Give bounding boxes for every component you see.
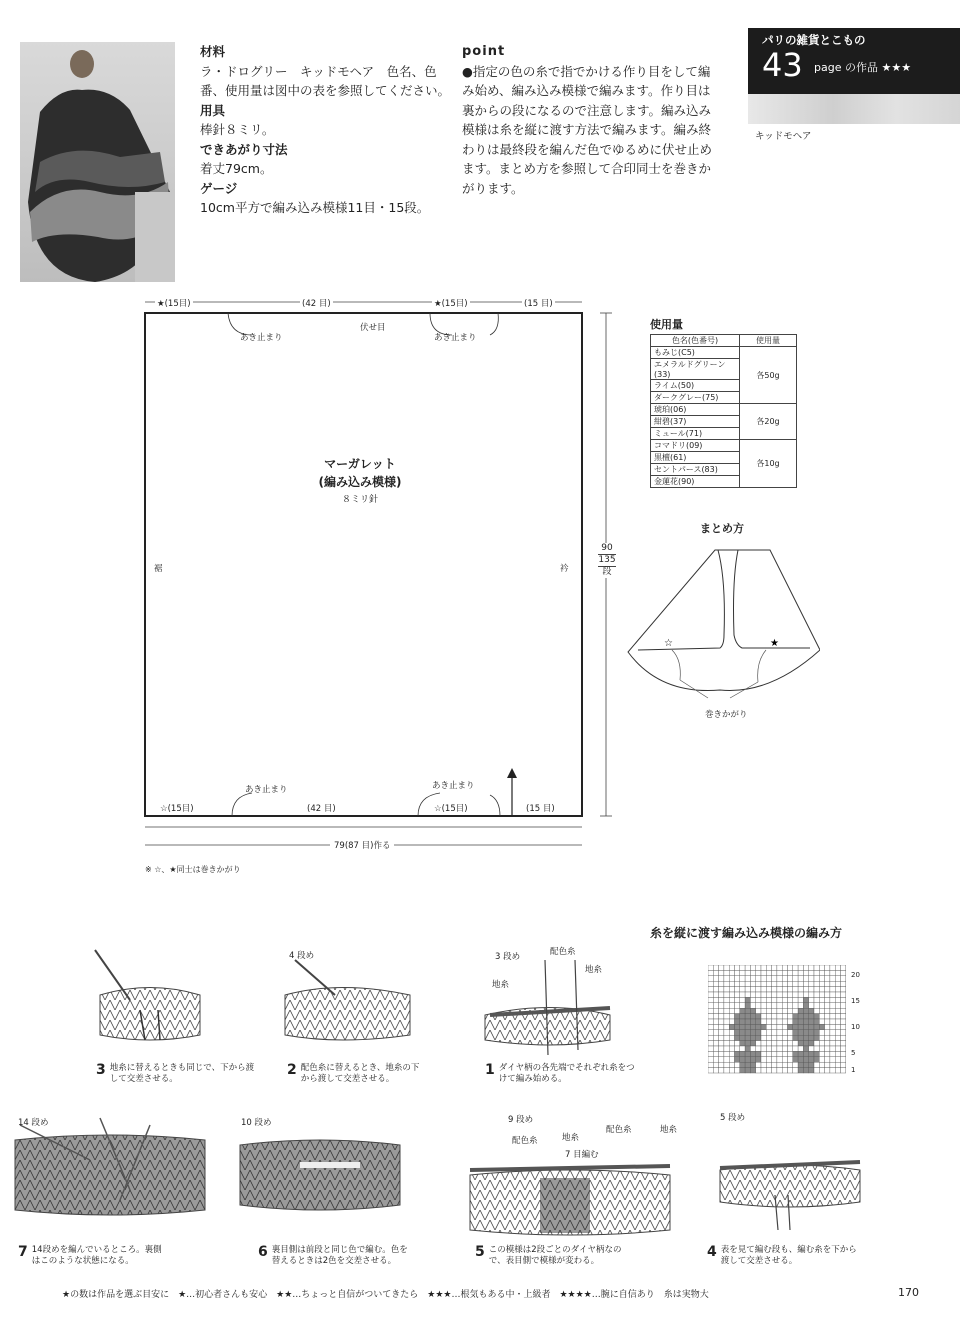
height-unit: 段 (602, 567, 612, 577)
chart-tick: 5 (851, 1049, 856, 1057)
top-42: (42 目) (302, 299, 331, 309)
point-heading: point (462, 44, 506, 59)
bottom-15: (15 目) (526, 804, 555, 814)
usage-row: 黒檀(61) (651, 452, 740, 464)
materials-text: ラ・ドログリー キッドモヘア 色名、色番、使用量は図中の表を参照してください。 (200, 63, 451, 98)
usage-row: 金蓮花(90) (651, 476, 740, 488)
usage-col-name: 色名(色番号) (651, 335, 740, 347)
step-7-row: 14 段め (18, 1118, 49, 1128)
step-5-row: 9 段め (508, 1115, 534, 1125)
step-7-text: 14段めを編んでいるところ。裏側はこのような状態になる。 (31, 1245, 162, 1266)
step-3 (96, 1063, 256, 1085)
step-4 (707, 1245, 857, 1267)
step-5-number: 5 (475, 1244, 485, 1260)
step-6-row: 10 段め (241, 1118, 272, 1128)
step-6-number: 6 (258, 1244, 268, 1260)
step-4-row: 5 段め (720, 1113, 746, 1123)
svg-text:☆: ☆ (664, 638, 673, 649)
opening-stop-top-left: あき止まり (240, 333, 283, 343)
step-6 (258, 1245, 408, 1267)
bottom-star-15-left: ☆(15目) (160, 804, 194, 814)
step-illustrations (0, 940, 960, 1250)
step-5-label-d: 地糸 (660, 1125, 678, 1135)
collar-label: 衿 (560, 564, 569, 574)
hem-label: 裾 (154, 564, 163, 574)
usage-row: 琥珀(06) (651, 404, 740, 416)
step-1-row: 3 段め (495, 952, 521, 962)
opening-stop-top-right: あき止まり (434, 333, 477, 343)
height-dimension (598, 543, 616, 578)
step-5 (475, 1245, 625, 1267)
gauge-text: 10cm平方で編み込み模様11目・15段。 (200, 200, 430, 215)
step-4-figure (720, 1162, 860, 1230)
step-7-number: 7 (18, 1244, 28, 1260)
chart-tick: 20 (851, 971, 860, 979)
page-number: 170 (898, 1286, 919, 1299)
step-1-label-a: 配色糸 (550, 947, 576, 957)
chart-tick: 15 (851, 997, 860, 1005)
difficulty-legend: ★の数は作品を選ぶ目安に ★…初心者さんも安心 ★★…ちょっと自信がついてきたら ★★★…根気もある中・上級者 ★★★★…腕に自信あり 糸は実物大 (62, 1290, 709, 1300)
diagram-subtitle: (編み込み模様) (318, 475, 402, 489)
usage-row: コマドリ(09) (651, 440, 740, 452)
usage-amount-20: 各20g (740, 404, 797, 440)
series-title: パリの雑貨とこもの (762, 33, 866, 47)
point-text: ●指定の色の糸で指でかける作り目をして編み始め、編み込み模様で編みます。作り目は裏からの段になるので注意します。編み込み模様は糸を縦に渡す方法で編みます。編み終わりは最終段を編んだ色でゆるめに伏せ止めます。まとめ方を参照して合印同士を巻きかがります。 (462, 63, 713, 196)
step-6-text: 裏目側は前段と同じ色で編む。色を替えるときは2色を交差させる。 (271, 1245, 408, 1266)
step-5-label-a: 配色糸 (512, 1136, 538, 1146)
usage-row: 紺碧(37) (651, 416, 740, 428)
usage-title: 使用量 (650, 318, 683, 331)
step-3-number: 3 (96, 1062, 106, 1078)
materials-heading: 材料 (200, 44, 226, 59)
svg-text:★: ★ (770, 638, 779, 649)
assembly-title: まとめ方 (700, 522, 744, 535)
diagram-title-block (290, 455, 430, 509)
usage-col-amount: 使用量 (740, 335, 797, 347)
size-text: 着丈79cm。 (200, 161, 273, 176)
opening-stop-bottom-left: あき止まり (245, 785, 288, 795)
step-7-figure (15, 1118, 205, 1215)
step-6-figure (240, 1140, 400, 1210)
step-5-label-b: 地糸 (562, 1133, 580, 1143)
usage-row: もみじ(C5) (651, 347, 740, 359)
step-1-label-b: 地糸 (585, 965, 603, 975)
step-3-figure (95, 950, 200, 1040)
tools-heading: 用具 (200, 102, 226, 118)
step-2-row: 4 段め (289, 951, 315, 961)
step-1-number: 1 (485, 1062, 495, 1078)
step-2 (287, 1063, 427, 1085)
step-5-figure (470, 1166, 670, 1235)
whip-stitch-label: 巻きかがり (705, 710, 748, 720)
gauge-heading: ゲージ (200, 180, 238, 196)
bottom-star-15-right: ☆(15目) (434, 804, 468, 814)
bottom-42: (42 目) (307, 804, 336, 814)
yarn-label: キッドモヘア (755, 131, 812, 142)
usage-row: ミュール(71) (651, 428, 740, 440)
step-7 (18, 1245, 168, 1267)
chart-tick: 10 (851, 1023, 860, 1031)
step-5-label-c: 配色糸 (606, 1125, 632, 1135)
usage-row: エメラルドグリーン(33) (651, 359, 740, 380)
tools-text: 棒針８ミリ。 (200, 122, 275, 137)
usage-table (650, 334, 797, 488)
chart-tick: 1 (851, 1066, 856, 1074)
usage-amount-50: 各50g (740, 347, 797, 404)
usage-row: セントパース(83) (651, 464, 740, 476)
step-5-text: この模様は2段ごとのダイヤ柄なので、表目側で模様が変わる。 (488, 1245, 622, 1266)
step-2-figure (285, 960, 410, 1040)
height-cm: 90 (601, 543, 613, 553)
step-4-text: 表を見て編む段も、編む糸を下から渡して交差させる。 (720, 1245, 857, 1266)
whip-stitch-note: ※ ☆、★同士は巻きかがり (145, 865, 241, 874)
usage-row: ライム(50) (651, 380, 740, 392)
step-4-number: 4 (707, 1244, 717, 1260)
step-3-text: 地糸に替えるときも同じで、下から渡して交差させる。 (109, 1063, 255, 1084)
size-heading: できあがり寸法 (200, 141, 288, 157)
opening-stop-bottom-right: あき止まり (432, 781, 475, 791)
width-dimension: 79(87 目)作る (330, 839, 394, 851)
step-2-number: 2 (287, 1062, 297, 1078)
diagram-title: マーガレット (324, 457, 396, 471)
step-1-text: ダイヤ柄の各先端でそれぞれ糸をつけて編み始める。 (498, 1063, 635, 1084)
top-star-15-left: ★(15目) (157, 299, 191, 309)
page-ref-suffix: page の作品 ★★★ (814, 61, 912, 74)
howto-title: 糸を縦に渡す編み込み模様の編み方 (650, 926, 843, 940)
step-5-label-e: 7 目編む (565, 1150, 599, 1160)
step-1 (485, 1063, 635, 1085)
usage-amount-10: 各10g (740, 440, 797, 488)
step-2-text: 配色糸に替えるとき、地糸の下から渡して交差させる。 (300, 1063, 420, 1084)
step-1-label-c: 地糸 (492, 980, 510, 990)
needle-label: ８ミリ針 (341, 495, 378, 505)
top-15: (15 目) (524, 299, 553, 309)
bind-off-label: 伏せ目 (360, 323, 386, 333)
assembly-diagram (620, 540, 820, 720)
top-star-15-right: ★(15目) (434, 299, 468, 309)
page-ref-number: 43 (762, 46, 803, 84)
height-rows: 135 (598, 555, 616, 565)
usage-row: ダークグレー(75) (651, 392, 740, 404)
